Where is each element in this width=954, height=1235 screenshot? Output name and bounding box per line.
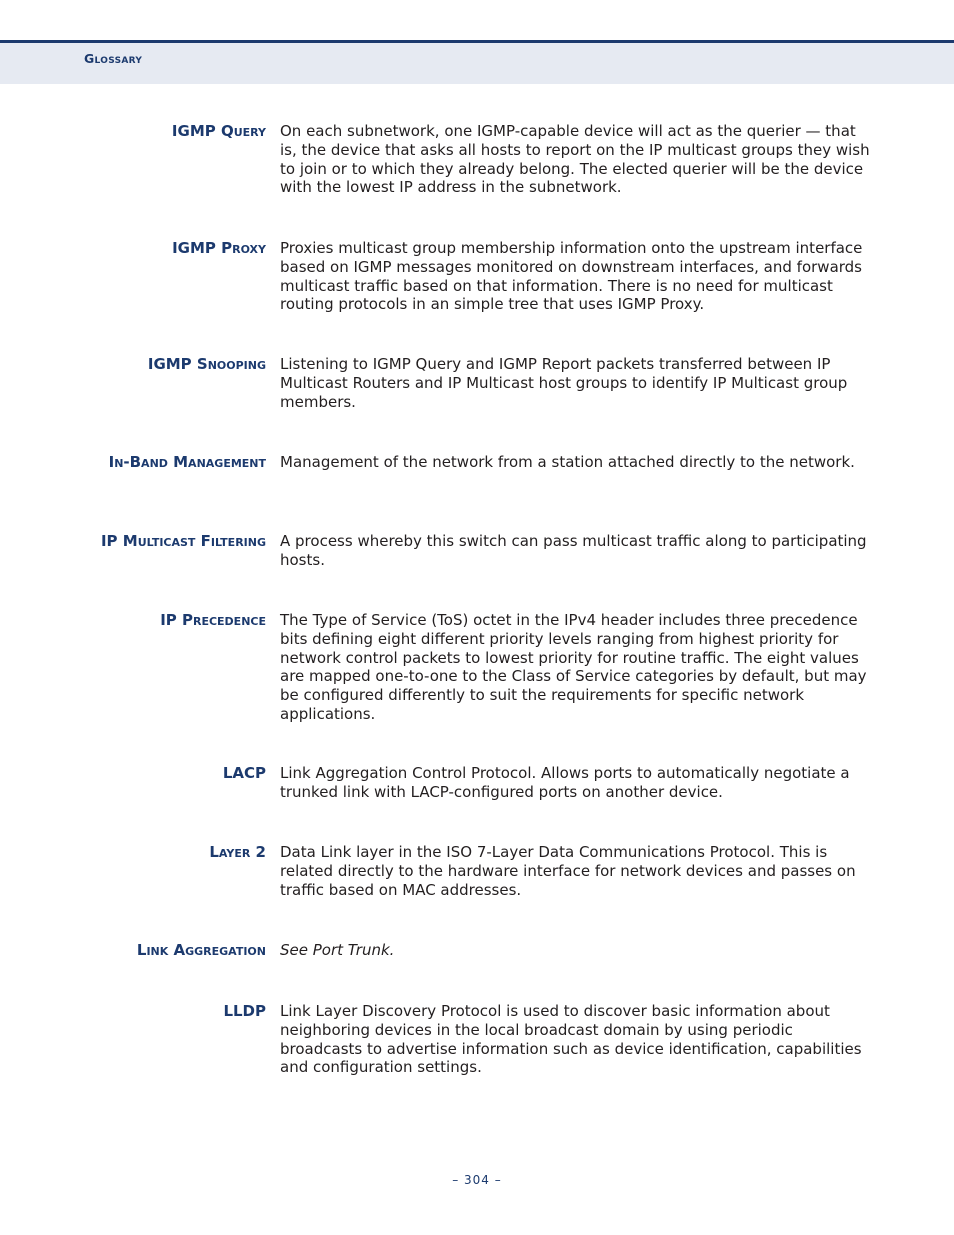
glossary-term: LLDP bbox=[223, 1002, 266, 1020]
glossary-term: In-Band Management bbox=[108, 453, 266, 471]
glossary-term: IGMP Proxy bbox=[172, 239, 266, 257]
glossary-term: IP Multicast Filtering bbox=[100, 532, 266, 550]
glossary-definition: See Port Trunk. bbox=[280, 941, 395, 959]
glossary-term: LACP bbox=[222, 764, 266, 782]
glossary-term: IGMP Snooping bbox=[147, 355, 266, 373]
glossary-definition: Link Layer Discovery Protocol is used to discover basic information about neighboring devices in the local broadcast domain by using periodic broadcasts to advertise information such as device identification, capabilities and configuration settings. bbox=[280, 1002, 862, 1077]
glossary-term: IP Precedence bbox=[160, 611, 266, 629]
glossary-term: Link Aggregation bbox=[136, 941, 266, 959]
page-number: – 304 – bbox=[452, 1173, 502, 1187]
glossary-definition: On each subnetwork, one IGMP-capable device will act as the querier — that is, the device that asks all hosts to report on the IP multicast groups they wish to join or to which they already belong. The elected querier will be the device with the lowest IP address in the subnetwork. bbox=[280, 122, 870, 197]
glossary-definition: Link Aggregation Control Protocol. Allows ports to automatically negotiate a trunked link with LACP-configured ports on another device. bbox=[280, 764, 850, 801]
glossary-term: Layer 2 bbox=[209, 843, 266, 861]
glossary-definition: Listening to IGMP Query and IGMP Report packets transferred between IP Multicast Routers and IP Multicast host groups to identify IP Multicast group members. bbox=[280, 355, 848, 411]
glossary-definition: Proxies multicast group membership information onto the upstream interface based on IGMP messages monitored on downstream interfaces, and forwards multicast traffic based on that information. There is no need for multicast routing protocols in an simple tree that uses IGMP Proxy. bbox=[280, 239, 863, 314]
glossary-definition: Management of the network from a station attached directly to the network. bbox=[280, 453, 855, 471]
running-header-title: Glossary bbox=[84, 51, 143, 66]
running-header bbox=[0, 40, 954, 84]
glossary-definition: A process whereby this switch can pass multicast traffic along to participating hosts. bbox=[280, 532, 867, 569]
glossary-term: IGMP Query bbox=[171, 122, 266, 140]
glossary-definition: Data Link layer in the ISO 7-Layer Data Communications Protocol. This is related directly to the hardware interface for network devices and passes on traffic based on MAC addresses. bbox=[280, 843, 856, 899]
glossary-definition: The Type of Service (ToS) octet in the IPv4 header includes three precedence bits defining eight different priority levels ranging from highest priority for network control packets to lowest priority for routine traffic. The eight values are mapped one-to-one to the Class of Service categories by default, but may be configured differently to suit the requirements for specific network applications. bbox=[280, 611, 867, 723]
